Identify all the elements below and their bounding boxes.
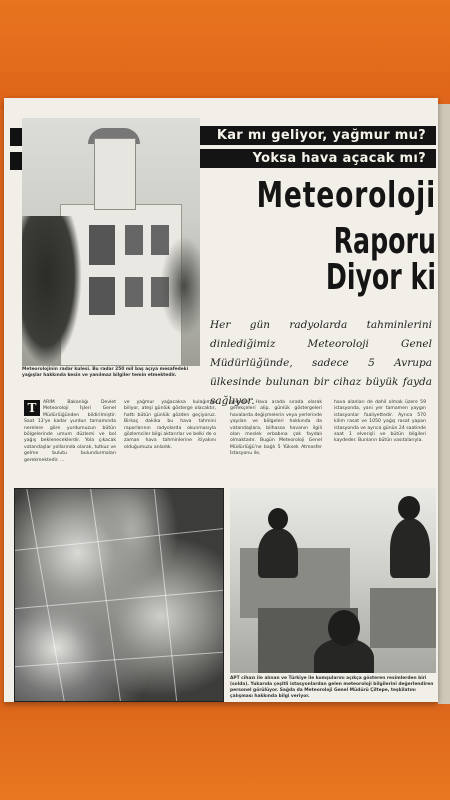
headline-line-1: Meteoroloji [256, 175, 436, 216]
headline [214, 175, 436, 298]
body-column-4: hava alanları de dahil olmak üzere 59 istasyonda, yani yer tamamen yaygın istasyonlar faaliyettedir. Ayrıca 570 kilim rasat ve 1050 yağış rasat yapan istasyonda ve ayrıca günün 24 saatinde saat 1 elverişli ve bütün bilgileri kaydeder. Bunların bütün vasıtalarıyla. [334, 400, 426, 444]
photo-caption-top: Meteorolojinin radar kulesi. Bu radar 250 mil baş açıya mesafedeki yağışlar hakkında kesin ve yanılmaz bilgiler temin etmektedir. [22, 367, 189, 378]
person-head [328, 610, 360, 646]
satellite-image [14, 488, 224, 702]
drop-cap: T [24, 400, 40, 416]
kicker-box [200, 126, 436, 172]
radar-tower-photo [22, 118, 200, 366]
underlying-page-edge [438, 104, 450, 704]
trees [160, 236, 200, 336]
trees [22, 216, 82, 366]
tablecloth-top [0, 0, 450, 110]
machine [370, 588, 436, 648]
photo-caption-bottom: APT cihazı ile alınan ve Türkiye ile komşularını açıkça gösteren resimlerden biri (solda). Yukarıda çeşitli istasyonlardan gelen meteoroloji bilgilerini değerlendiren personel görülüyor. Sağda da Meteoroloji Genel Müdürü Çiltepe, teşkilatını çalışması hakkında bilgi veriyor. [230, 676, 434, 699]
person-head [268, 508, 288, 530]
body-column-1-text: ARIM Bakanlığı Devlet Meteoroloji İşleri Genel Müdürlüğünden bildirilmiştir. Saat 13'ye kadar yurdun tamamında nerelere göre yurdumuzun bütün bölgelerinde umum düzlemi ve bol yağış bekleneceklerdir. Yola çıkacak vatandaşlar yollarında olarak, tutkuz ve gelme bulutu bulundurmaları gerekmektedir. ... [24, 400, 116, 463]
magazine-page [4, 98, 438, 702]
person [258, 528, 298, 578]
lead-paragraph: Her gün radyolarda tahminlerini dinlediğimiz Meteoroloji Genel Müdürlüğünde, sadece 5 Avrupa ülkesinde bulunan bir cihaz büyük fayda sağlıyor. [210, 319, 432, 407]
meteorology-staff-photo [230, 488, 436, 673]
body-text [24, 400, 434, 480]
body-column-2: ve yağmur yağacaksa kulağımızı biliyor, ateşi günlük gösterge olacaktır, hattı bütün günlük gözden geçiyoruz. Birkaç dakika bu hava tahmini raporlarının radyolarda okunmasıyla gözlemciler bilgi aktarırlar ve belki de o zaman hava tahminlerine itiyakını olduğumuzu anladık. [124, 400, 216, 450]
kicker-line-1: Kar mı geliyor, yağmur mu? [200, 126, 436, 145]
tablecloth-bottom [0, 700, 450, 800]
headline-line-2: Raporu Diyor ki [325, 221, 436, 298]
radar-tower [94, 138, 136, 210]
person-head [398, 496, 420, 520]
body-column-1 [24, 400, 116, 464]
body-column-3: gereciler. Hava arada sırada olarak gerekçeleri alip, günlük göstergeleri havalarda değişmelerin veya yerlerinde yayılan ve bölgeleri hakkında da vatandaşlara, bilhassa havanın ilgili olan meslek erbabına çok faydalı olmaktadır. Bugün Meteoroloji Genel Müdürlüğü'ne bağlı 5 Yüksek Atmosfer İstasyonu ile, [230, 400, 322, 457]
kicker-line-2: Yoksa hava açacak mı? [200, 149, 436, 168]
person [390, 518, 430, 578]
